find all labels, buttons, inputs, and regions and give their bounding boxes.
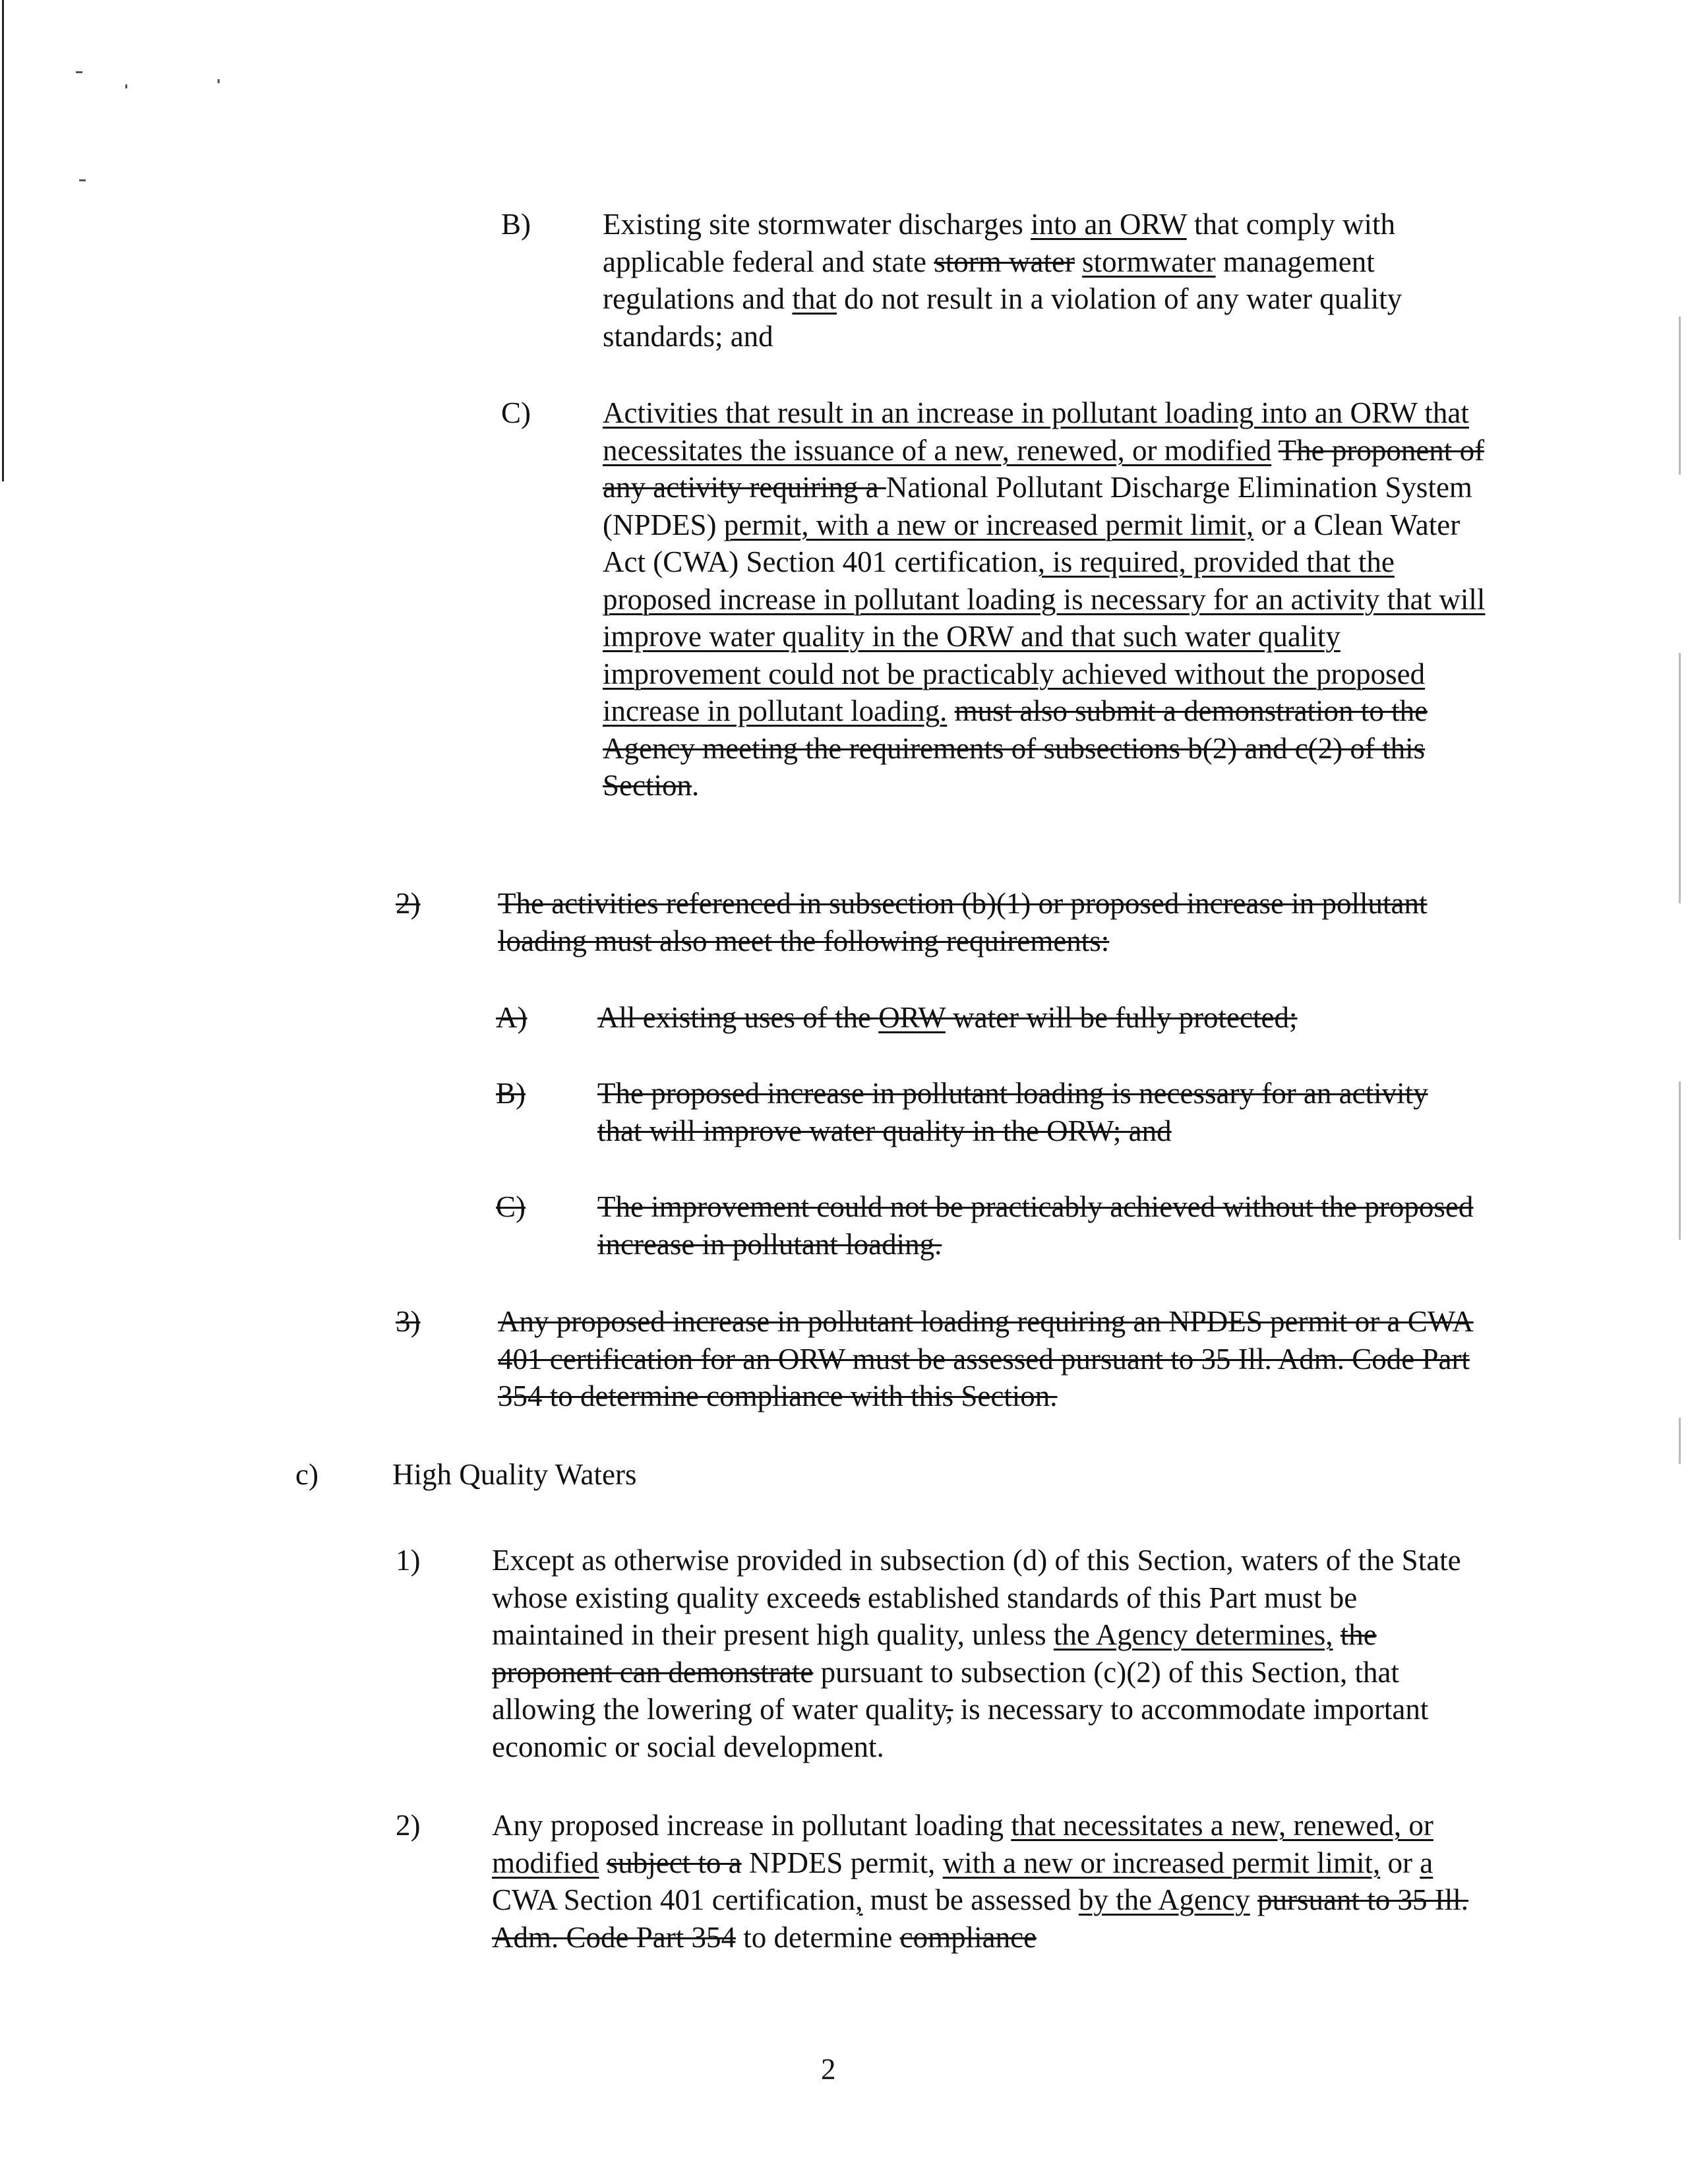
paragraph-high-quality-maintained xyxy=(492,1542,1488,1765)
item-label xyxy=(396,885,501,923)
text xyxy=(1271,434,1278,467)
section-heading: High Quality Waters xyxy=(392,1458,637,1491)
inserted-text: , is required, provided that the proposed increase in pollutant loading is necessary for an activity that will improve water quality in the ORW and that such water quality improvement could not be practicably achieved without the proposed increase in pollutant loading. xyxy=(603,545,1486,727)
paragraph-deleted-necessary: The proposed increase in pollutant loading is necessary for an activity that will improve water quality in the ORW; and xyxy=(597,1077,1428,1147)
paragraph-deleted-requirements: The activities referenced in subsection (b)(1) or proposed increase in pollutant loading must also meet the following requirements: xyxy=(498,887,1428,957)
scan-speck xyxy=(76,71,82,73)
text xyxy=(1333,1618,1341,1651)
text xyxy=(1250,1883,1257,1916)
deleted-text: pursuant to 35 Ill. Adm. Code Part 354 xyxy=(492,1883,1468,1954)
paragraph-existing-stormwater xyxy=(603,206,1490,355)
paragraph-deleted-assessment: Any proposed increase in pollutant loading requiring an NPDES permit or a CWA 401 certification for an ORW must be assessed pursuant to 35 Ill. Adm. Code Part 354 to determine compliance with this Section. xyxy=(498,1305,1474,1412)
deleted-text: water will be fully protected; xyxy=(945,1001,1298,1034)
inserted-text: by the Agency xyxy=(1078,1883,1250,1916)
text: must be assessed xyxy=(862,1883,1079,1916)
deleted-text: storm water xyxy=(934,245,1075,278)
text: National Pollutant Discharge Elimination System (NPDES) xyxy=(603,471,1472,541)
scan-speck xyxy=(1679,653,1681,903)
page-number: 2 xyxy=(821,2053,836,2086)
deleted-text: s xyxy=(849,1581,860,1614)
inserted-text: permit, with a new or increased permit limit, xyxy=(723,508,1254,541)
inserted-text: stormwater xyxy=(1082,245,1216,278)
inserted-text: that necessitates a new, renewed, or modified xyxy=(492,1809,1433,1879)
inserted-text: a xyxy=(1420,1846,1433,1879)
label-text: C) xyxy=(496,1190,526,1223)
scan-speck xyxy=(79,179,86,181)
text xyxy=(599,1846,606,1879)
inserted-text: Activities that result in an increase in pollutant loading into an ORW that necessitates the issuance of a new, renewed, or modified xyxy=(603,396,1469,467)
scan-speck xyxy=(125,84,127,88)
text xyxy=(1075,245,1082,278)
text: NPDES permit, xyxy=(741,1846,943,1879)
inserted-text: that xyxy=(792,282,837,315)
text: do not result in a violation of any water quality standards; and xyxy=(603,282,1402,353)
text xyxy=(947,694,954,727)
text: Existing site stormwater discharges xyxy=(603,208,1031,241)
text: Except as otherwise provided in subsection (d) of this Section, waters of the State whose existing quality exceed xyxy=(492,1544,1461,1614)
deleted-text: , xyxy=(946,1693,953,1726)
label-text: A) xyxy=(496,1001,528,1034)
paragraph-deleted-improvement: The improvement could not be practicably achieved without the proposed increase in pollutant loading. xyxy=(597,1190,1474,1261)
label-text: B) xyxy=(496,1077,526,1110)
label-text: 3) xyxy=(396,1305,421,1338)
text: is necessary to accommodate important economic or social development. xyxy=(492,1693,1429,1763)
item-label: 1) xyxy=(396,1544,421,1577)
item-label xyxy=(496,1075,603,1112)
inserted-text: into an ORW xyxy=(1031,208,1187,241)
paragraph-activities-orw xyxy=(603,394,1490,804)
deleted-text: the proponent can demonstrate xyxy=(492,1618,1377,1689)
scan-edge-line xyxy=(2,0,4,481)
scan-speck xyxy=(1679,317,1681,475)
text: CWA Section 401 certification xyxy=(492,1883,856,1916)
text: that comply with applicable federal and state xyxy=(603,208,1395,278)
inserted-text: the Agency determines, xyxy=(1053,1618,1333,1651)
deleted-text: compliance xyxy=(899,1920,1037,1954)
scan-speck xyxy=(218,79,220,83)
text: pursuant to subsection (c)(2) of this Section, that allowing the lowering of water quality xyxy=(492,1655,1399,1726)
scan-speck xyxy=(1679,1418,1681,1464)
inserted-text: ORW xyxy=(878,1001,946,1034)
text: to determine xyxy=(735,1920,900,1954)
item-label xyxy=(496,1188,603,1226)
text: . xyxy=(691,769,700,802)
item-label xyxy=(396,1303,501,1341)
deleted-text: must also submit a demonstration to the Agency meeting the requirements of subsections b(2) and c(2) of this Section xyxy=(603,694,1428,802)
deleted-text: All existing uses of the xyxy=(597,1001,879,1034)
paragraph-proposed-increase xyxy=(492,1807,1474,1956)
item-label: B) xyxy=(501,208,531,241)
deleted-text: subject to a xyxy=(606,1846,742,1879)
deleted-text: The proponent of any activity requiring a xyxy=(603,433,1485,504)
item-label: C) xyxy=(501,396,531,429)
inserted-text: , xyxy=(855,1883,863,1916)
text: or xyxy=(1380,1846,1420,1879)
item-label: 2) xyxy=(396,1809,421,1842)
text: or a Clean Water Act (CWA) Section 401 certification xyxy=(603,508,1461,578)
scan-speck xyxy=(1679,1081,1681,1240)
paragraph-deleted-existing-uses xyxy=(597,999,1485,1037)
label-text: 2) xyxy=(396,887,421,920)
item-label xyxy=(496,999,603,1037)
text: Any proposed increase in pollutant loading xyxy=(492,1809,1011,1842)
text: established standards of this Part must be maintained in their present high quality, unless xyxy=(492,1581,1358,1651)
text: management regulations and xyxy=(603,245,1375,315)
inserted-text: with a new or increased permit limit, xyxy=(942,1846,1381,1879)
section-label: c) xyxy=(295,1458,318,1491)
